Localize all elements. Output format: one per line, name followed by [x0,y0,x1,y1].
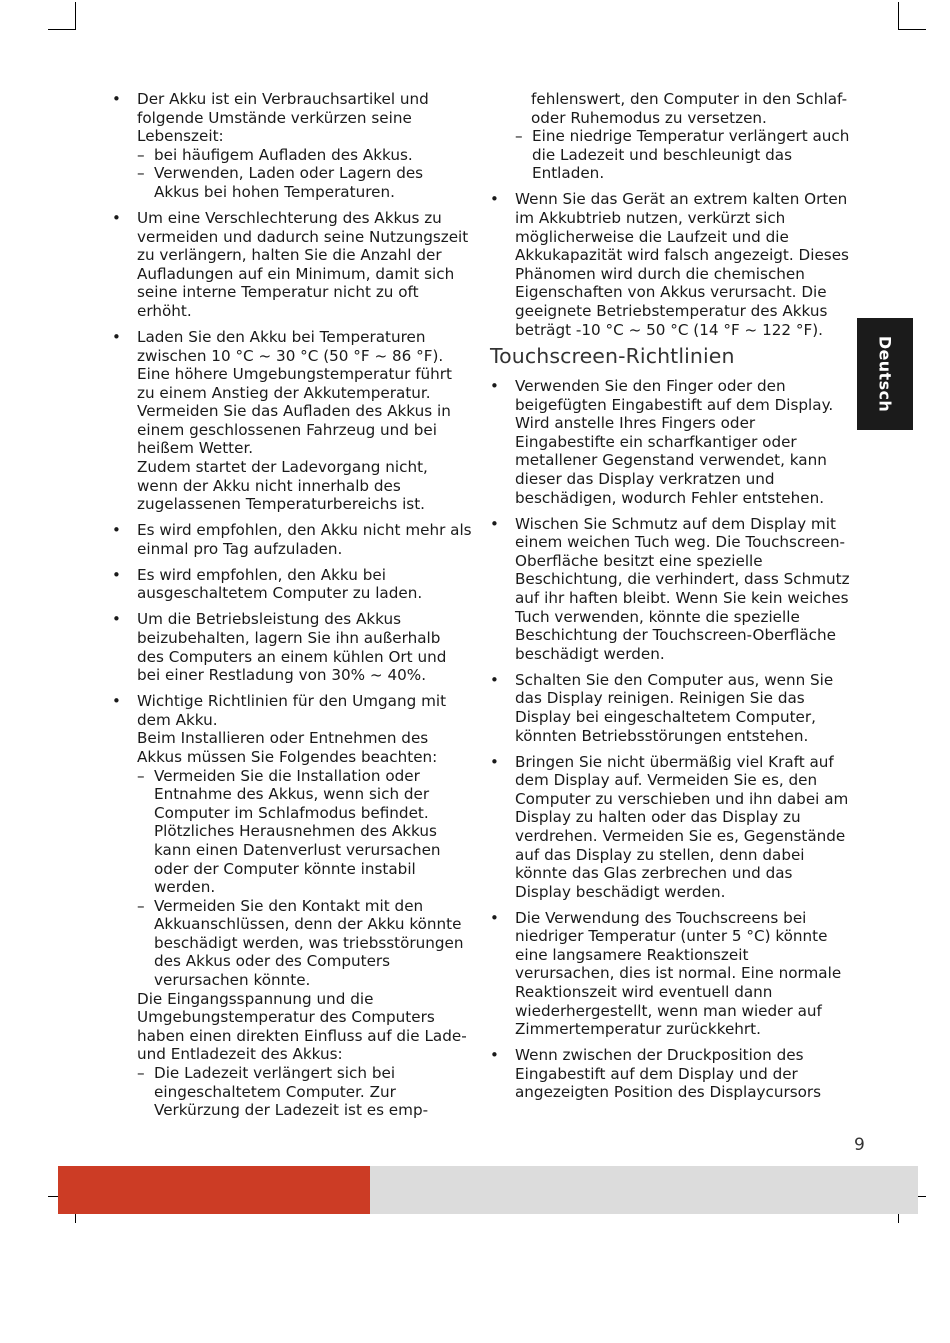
sub-list [515,127,850,183]
sub-list-item: – Die Ladezeit verlängert sich bei eingeschaltetem Computer. Zur Verkürzung der Ladezeit ist es emp- [137,1064,472,1120]
sub-list-item: – bei häufigem Aufladen des Akkus. [137,146,472,165]
list-item: • Es wird empfohlen, den Akku nicht mehr als einmal pro Tag aufzuladen. [112,521,472,558]
crop-mark [75,2,76,30]
list-item: • Die Verwendung des Touchscreens bei niedriger Temperatur (unter 5 °C) könnte eine langsamere Reaktionszeit verursachen, dies ist normal. Eine normale Reaktionszeit wird eventuell dann wiederhergestellt, wenn man wieder auf Zimmertemperatur zurückkehrt. [490,909,850,1039]
crop-mark [898,2,899,30]
list-item: • Um eine Verschlechterung des Akkus zu vermeiden und dadurch seine Nutzungszeit zu verlängern, halten Sie die Anzahl der Aufladungen auf ein Minimum, damit sich seine interne Temperatur nicht zu oft erhöht. [112,209,472,321]
continuation-text: fehlenswert, den Computer in den Schlaf- oder Ruhemodus zu versetzen. [531,90,848,127]
sub-list-item: – Vermeiden Sie die Installation oder Entnahme des Akkus, wenn sich der Computer im Schlafmodus befindet. Plötzliches Herausnehmen des Akkus kann einen Datenverlust verursachen oder der Computer könnte instabil werden. [137,767,472,897]
footer-accent-bar [58,1166,370,1214]
continuation-sub-item [490,127,850,183]
paragraph: Die Eingangsspannung und die Umgebungstemperatur des Computers haben einen direkten Einfluss auf die Lade- und Entladezeit des Akkus: [137,989,467,1064]
language-tab [857,318,913,430]
crop-mark [899,29,926,30]
list-item [112,90,472,202]
right-column [490,90,850,1109]
sub-list [137,1064,472,1120]
list-item: • Um die Betriebsleistung des Akkus beizubehalten, lagern Sie ihn außerhalb des Computers an einem kühlen Ort und bei einer Restladung von 30% ~ 40%. [112,610,472,684]
sub-list [137,767,472,990]
battery-guidelines-continued [490,90,850,339]
page-number: 9 [854,1135,865,1155]
footer-gray-bar [370,1166,918,1214]
crop-mark [48,29,75,30]
list-item: • Wischen Sie Schmutz auf dem Display mit einem weichen Tuch weg. Die Touchscreen-Oberfläche besitzt eine spezielle Beschichtung, die verhindert, dass Schmutz auf ihr haften bleibt. Wenn Sie kein weiches Tuch verwenden, könnte die spezielle Beschichtung der Touchscreen-Oberfläche beschädigt werden. [490,515,850,664]
list-item [112,328,472,514]
section-title: Touchscreen-Richtlinien [490,343,735,368]
sub-list-item: – Verwenden, Laden oder Lagern des Akkus bei hohen Temperaturen. [137,164,472,201]
paragraph: • Der Akku ist ein Verbrauchsartikel und folgende Umstände verkürzen seine Lebenszeit: [137,90,429,146]
sub-list-item: – Vermeiden Sie den Kontakt mit den Akkuanschlüssen, denn der Akku könnte beschädigt werden, was triebsstörungen des Akkus oder des Computers verursachen könnte. [137,897,472,990]
left-column [112,90,472,1127]
sub-list [137,146,472,202]
language-tab-label: Deutsch [875,335,895,413]
paragraph: • Laden Sie den Akku bei Temperaturen zwischen 10 °C ~ 30 °C (50 °F ~ 86 °F). Eine höhere Umgebungstemperatur führt zu einem Anstieg der Akkutemperatur. Vermeiden Sie das Aufladen des Akkus in einem geschlossenen Fahrzeug und bei heißem Wetter. [137,327,452,458]
sub-list-item: – Eine niedrige Temperatur verlängert auch die Ladezeit und beschleunigt das Entladen. [515,127,850,183]
list-item: • Wenn Sie das Gerät an extrem kalten Orten im Akkubtrieb nutzen, verkürzt sich möglicherweise die Laufzeit und die Akkukapazität wird falsch angezeigt. Dieses Phänomen wird durch die chemischen Eigenschaften von Akkus verursacht. Die geeignete Betriebstemperatur des Akkus beträgt -10 °C ~ 50 °C (14 °F ~ 122 °F). [490,190,850,339]
list-item: • Es wird empfohlen, den Akku bei ausgeschaltetem Computer zu laden. [112,566,472,603]
paragraph: Beim Installieren oder Entnehmen des Akkus müssen Sie Folgendes beachten: [137,729,438,766]
battery-guidelines-list [112,90,472,1120]
touchscreen-guidelines-list [490,377,850,1102]
list-item: • Schalten Sie den Computer aus, wenn Sie das Display reinigen. Reinigen Sie das Display bei eingeschaltetem Computer, könnten Betriebsstörungen entstehen. [490,671,850,745]
paragraph: Zudem startet der Ladevorgang nicht, wenn der Akku nicht innerhalb des zugelassenen Temperaturbereichs ist. [137,458,428,514]
list-item: • Verwenden Sie den Finger oder den beigefügten Eingabestift auf dem Display. Wird anstelle Ihres Fingers oder Eingabestifte ein scharfkantiger oder metallener Gegenstand verwendet, kann dieser das Display verkratzen und beschädigen, wodurch Fehler entstehen. [490,377,850,507]
list-item: • Wenn zwischen der Druckposition des Eingabestift auf dem Display und der angezeigten Position des Displaycursors [490,1046,850,1102]
list-item [112,692,472,1120]
list-item: • Bringen Sie nicht übermäßig viel Kraft auf dem Display auf. Vermeiden Sie es, den Computer zu verschieben und ihn dabei am Display zu halten oder das Display zu verdrehen. Vermeiden Sie es, Gegenstände auf das Display zu stellen, denn dabei könnte das Glas zerbrechen und das Display beschädigt werden. [490,753,850,902]
paragraph: • Wichtige Richtlinien für den Umgang mit dem Akku. [137,692,447,729]
